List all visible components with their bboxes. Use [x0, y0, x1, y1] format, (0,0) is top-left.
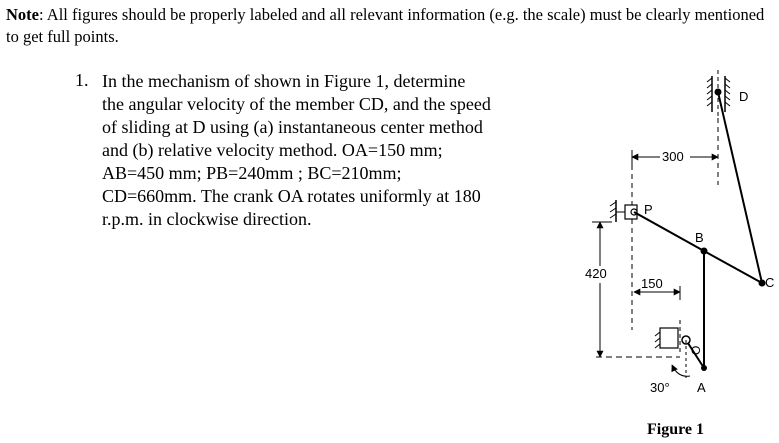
question-line: of sliding at D using (a) instantaneous center method — [102, 117, 483, 137]
rotation-arrow — [672, 365, 690, 376]
joint-a — [701, 365, 707, 371]
question-line: r.p.m. in clockwise direction. — [102, 209, 312, 229]
question-line: In the mechanism of shown in Figure 1, determine — [102, 71, 466, 91]
label-a: A — [697, 380, 706, 395]
link-pb — [634, 212, 704, 251]
question-line: the angular velocity of the member CD, and the speed — [102, 94, 491, 114]
note-label: Note — [6, 5, 39, 24]
joint-b — [701, 248, 708, 255]
label-o: O — [689, 345, 703, 355]
label-420: 420 — [585, 266, 607, 281]
link-bc — [704, 251, 762, 283]
question-line: AB=450 mm; PB=240mm ; BC=210mm; — [102, 163, 402, 183]
label-c: C — [765, 275, 775, 290]
label-b: B — [695, 230, 704, 245]
label-150: 150 — [641, 276, 663, 291]
label-d: D — [739, 89, 749, 104]
pivot-support-o — [655, 320, 680, 352]
question-line: CD=660mm. The crank OA rotates uniformly at 180 — [102, 186, 481, 206]
link-cd — [718, 92, 762, 283]
question-line: and (b) relative velocity method. OA=150 mm; — [102, 140, 443, 160]
label-angle: 30° — [650, 380, 670, 395]
figure-caption: Figure 1 — [647, 421, 705, 438]
label-300: 300 — [662, 149, 684, 164]
note-text: : All figures should be properly labeled and all relevant information (e.g. the scale) must be clearly mentioned to get full points. — [6, 5, 765, 46]
label-p: P — [644, 202, 653, 217]
question-number: 1. — [75, 70, 89, 90]
